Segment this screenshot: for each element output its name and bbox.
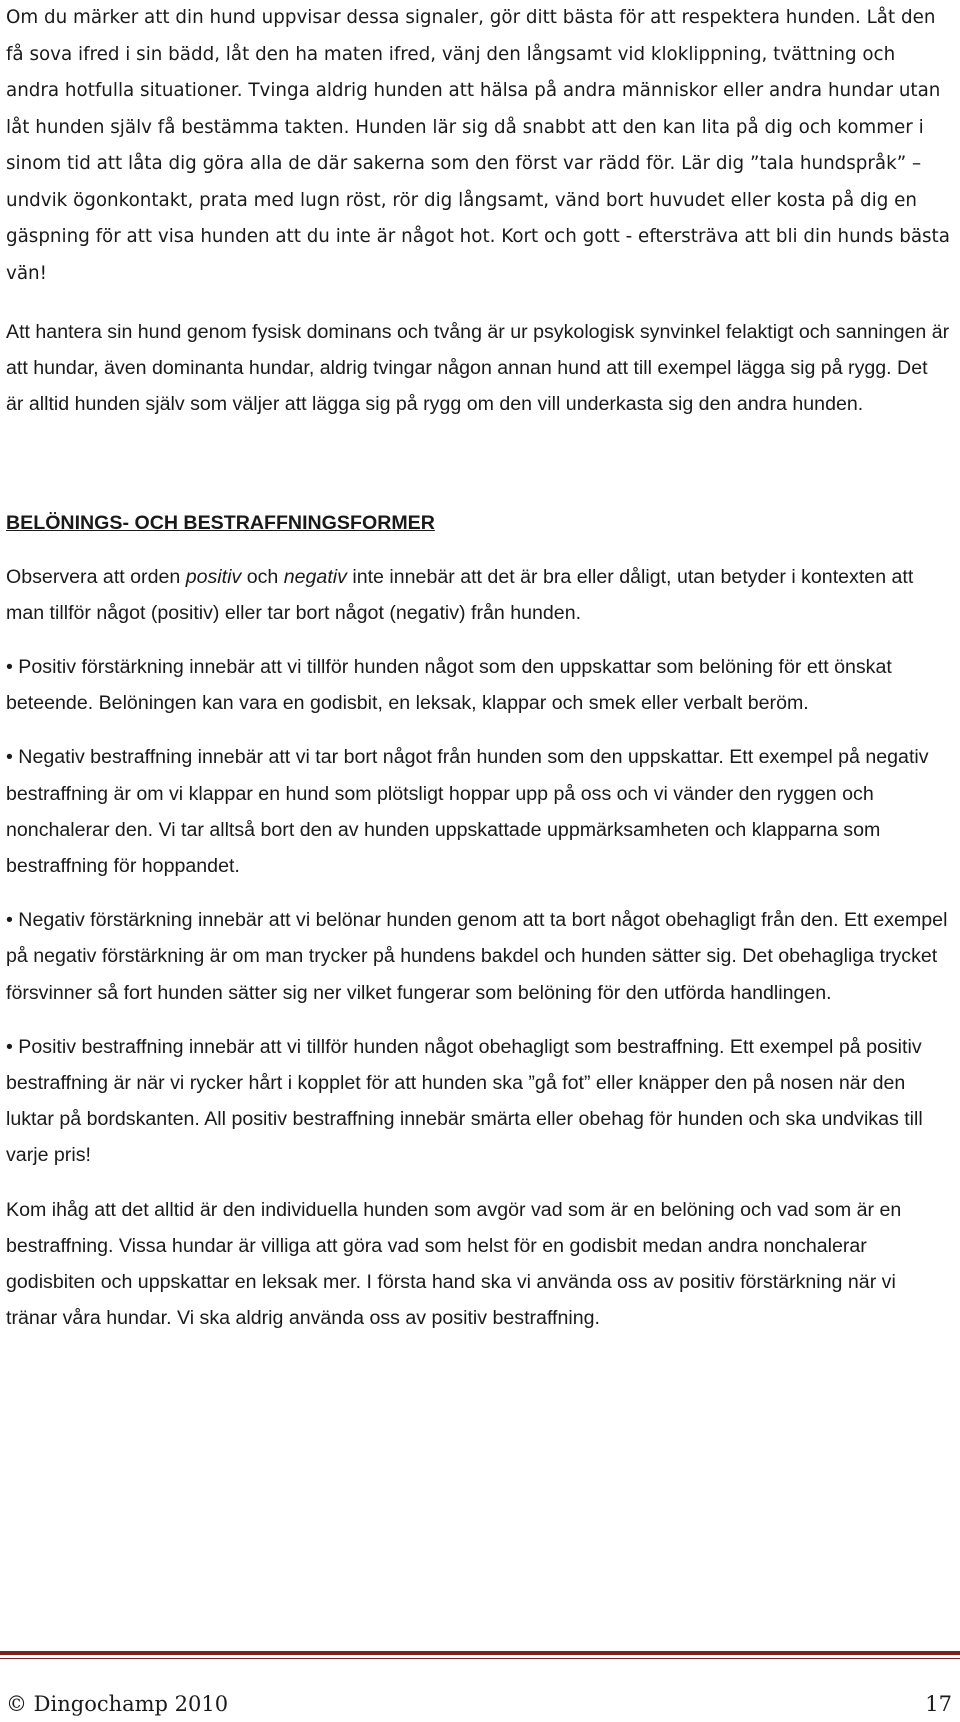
footer-rule-thin [0,1658,960,1659]
bullet-negative-punishment: • Negativ bestraffning innebär att vi tar bort något från hunden som den uppskattar. Ett exempel på negativ bestraffning är om vi klappar en hund som plötsligt hoppar upp på oss och vi vänder den ryggen och nonchalerar den. Vi tar alltså bort den av hunden uppskattade uppmärksamheten och klapparna som bestraffning för hoppandet. [6,746,929,878]
paragraph-dog-respect: Om du märker att din hund uppvisar dessa signaler, gör ditt bästa för att respektera hunden. Låt den få sova ifred i sin bädd, låt den ha maten ifred, vänj den långsamt vid kloklippning, tvättning och andra hotfulla situationer. Tvinga aldrig hunden att hälsa på andra människor eller andra hundar utan låt hunden själv få bestämma takten. Hunden lär sig då snabbt att den kan lita på dig och kommer i sinom tid att låta dig göra alla de där sakerna som den först var rädd för. Lär dig ”tala hundspråk” – undvik ögonkontakt, prata med lugn röst, rör dig långsamt, vänd bort huvudet eller kosta på dig en gäspning för att visa hunden att du inte är något hot. Kort och gott - eftersträva att bli din hunds bästa vän! [6,7,950,284]
footer-rule-thick [0,1651,960,1655]
bullet-positive-reinforcement: • Positiv förstärkning innebär att vi tillför hunden något som den uppskattar som belöning för ett önskat beteende. Belöningen kan vara en godisbit, en leksak, klappar och smek eller verbalt beröm. [6,656,892,715]
paragraph-intro [6,559,950,631]
paragraph-dominance: Att hantera sin hund genom fysisk dominans och tvång är ur psykologisk synvinkel felaktigt och sanningen är att hundar, även dominanta hundar, aldrig tvingar någon annan hund att till exempel lägga sig på rygg. Det är alltid hunden själv som väljer att lägga sig på rygg om den vill underkasta sig den andra hunden. [6,321,950,416]
document-page [6,0,950,1336]
section-heading: BELÖNINGS- OCH BESTRAFFNINGSFORMER [6,511,435,534]
intro-text-3: inte innebär att det är bra eller dåligt, utan betyder i kontexten att man tillför något (positiv) eller tar bort något (negativ) från hunden. [6,565,914,624]
paragraph-closing: Kom ihåg att det alltid är den individuella hunden som avgör vad som är en belöning och vad som är en bestraffning. Vissa hundar är villiga att göra vad som helst för en godisbit medan andra nonchalerar godisbiten och uppskattar en leksak mer. I första hand ska vi använda oss av positiv förstärkning när vi tränar våra hundar. Vi ska aldrig använda oss av positiv bestraffning. [6,1198,902,1330]
bullet-positive-punishment: • Positiv bestraffning innebär att vi tillför hunden något obehagligt som bestraffning. Ett exempel på positiv bestraffning är när vi rycker hårt i kopplet för att hunden ska ”gå fot” eller knäpper den på nosen när den luktar på bordskanten. All positiv bestraffning innebär smärta eller obehag för hunden och ska undvikas till varje pris! [6,1035,923,1167]
intro-text-2: och [241,565,284,588]
footer-page-number: 17 [925,1692,952,1716]
intro-text-1: Observera att orden [6,565,186,588]
intro-term-positiv: positiv [185,565,242,588]
footer-copyright: © Dingochamp 2010 [6,1692,229,1716]
intro-term-negativ: negativ [283,565,347,588]
bullet-negative-reinforcement: • Negativ förstärkning innebär att vi belönar hunden genom att ta bort något obehagligt från den. Ett exempel på negativ förstärkning är om man trycker på hundens bakdel och hunden sätter sig. Det obehagliga trycket försvinner så fort hunden sätter sig ner vilket fungerar som belöning för den utförda handlingen. [6,909,948,1004]
